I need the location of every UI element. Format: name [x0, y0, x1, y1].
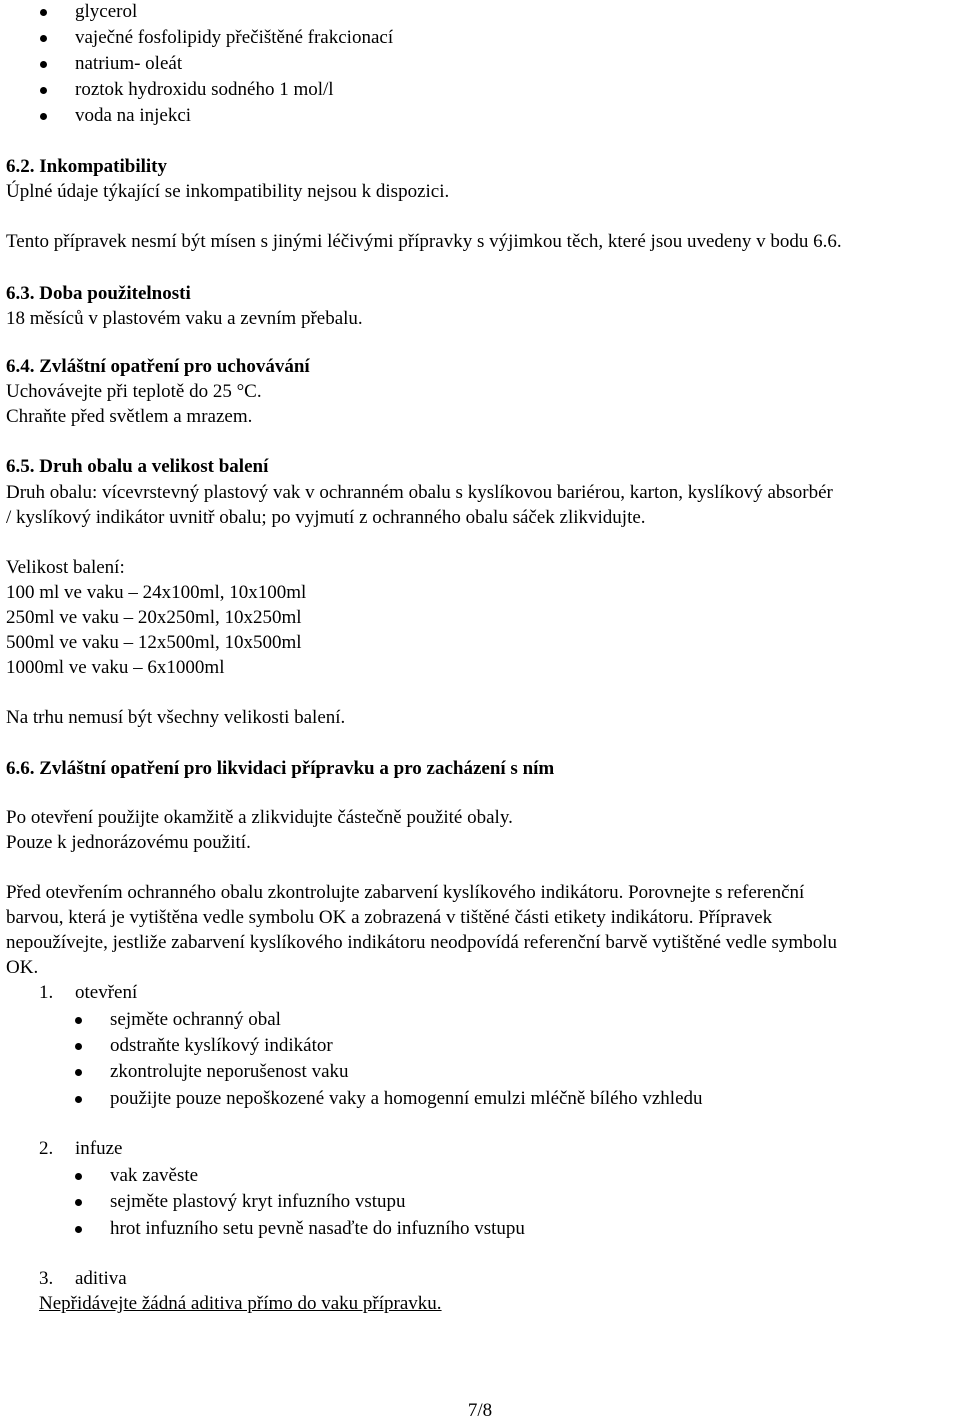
pack-size-label: Velikost balení:: [6, 557, 125, 578]
bullet-icon: [40, 87, 47, 94]
paragraph-line: 18 měsíců v plastovém vaku a zevním přebalu.: [6, 308, 363, 329]
bullet-icon: [75, 1173, 82, 1180]
bullet-icon: [40, 35, 47, 42]
list-item: natrium- oleát: [75, 53, 183, 74]
list-item: odstraňte kyslíkový indikátor: [110, 1035, 333, 1056]
list-item: zkontrolujte neporušenost vaku: [110, 1061, 349, 1082]
list-item: sejměte ochranný obal: [110, 1009, 281, 1030]
list-item: vaječné fosfolipidy přečištěné frakcionací: [75, 27, 394, 48]
paragraph-line: Tento přípravek nesmí být mísen s jinými léčivými přípravky s výjimkou těch, které jsou uvedeny v bodu 6.6.: [6, 231, 842, 252]
paragraph-line: OK.: [6, 957, 39, 978]
paragraph-line: Druh obalu: vícevrstevný plastový vak v ochranném obalu s kyslíkovou bariérou, karton, kyslíkový absorbér: [6, 482, 833, 503]
step-number: 3.: [39, 1268, 54, 1289]
list-item: vak zavěste: [110, 1165, 199, 1186]
section-heading: 6.2. Inkompatibility: [6, 156, 168, 177]
list-item: glycerol: [75, 1, 138, 22]
bullet-icon: [40, 9, 47, 16]
list-item: hrot infuzního setu pevně nasaďte do infuzního vstupu: [110, 1218, 525, 1239]
list-item: použijte pouze nepoškozené vaky a homogenní emulzi mléčně bílého vzhledu: [110, 1088, 703, 1109]
step-number: 1.: [39, 982, 54, 1003]
paragraph-line: Úplné údaje týkající se inkompatibility nejsou k dispozici.: [6, 181, 450, 202]
section-heading: 6.5. Druh obalu a velikost balení: [6, 456, 269, 477]
pack-size-item: 100 ml ve vaku – 24x100ml, 10x100ml: [6, 582, 307, 603]
final-note: Nepřidávejte žádná aditiva přímo do vaku přípravku.: [39, 1293, 442, 1314]
paragraph-line: barvou, která je vytištěna vedle symbolu OK a zobrazená v tištěné části etikety indikátoru. Přípravek: [6, 907, 773, 928]
paragraph-line: Po otevření použijte okamžitě a zlikvidujte částečně použité obaly.: [6, 807, 513, 828]
section-heading: 6.3. Doba použitelnosti: [6, 283, 191, 304]
list-item: voda na injekci: [75, 105, 192, 126]
paragraph-line: / kyslíkový indikátor uvnitř obalu; po vyjmutí z ochranného obalu sáček zlikvidujte.: [6, 507, 646, 528]
bullet-icon: [40, 61, 47, 68]
page-number: 7/8: [467, 1400, 493, 1421]
bullet-icon: [75, 1199, 82, 1206]
bullet-icon: [40, 113, 47, 120]
paragraph-line: Pouze k jednorázovému použití.: [6, 832, 251, 853]
bullet-icon: [75, 1069, 82, 1076]
list-item: sejměte plastový kryt infuzního vstupu: [110, 1191, 406, 1212]
pack-size-item: 1000ml ve vaku – 6x1000ml: [6, 657, 225, 678]
paragraph-line: nepoužívejte, jestliže zabarvení kyslíkového indikátoru neodpovídá referenční barvě vytištěné vedle symbolu: [6, 932, 837, 953]
bullet-icon: [75, 1017, 82, 1024]
paragraph-line: Před otevřením ochranného obalu zkontrolujte zabarvení kyslíkového indikátoru. Porovnejte s referenční: [6, 882, 805, 903]
step-label: otevření: [75, 982, 138, 1003]
paragraph-line: Uchovávejte při teplotě do 25 °C.: [6, 381, 262, 402]
bullet-icon: [75, 1043, 82, 1050]
paragraph-line: Chraňte před světlem a mrazem.: [6, 406, 253, 427]
paragraph-line: Na trhu nemusí být všechny velikosti balení.: [6, 707, 346, 728]
section-heading: 6.6. Zvláštní opatření pro likvidaci přípravku a pro zacházení s ním: [6, 758, 555, 779]
step-label: infuze: [75, 1138, 123, 1159]
step-label: aditiva: [75, 1268, 127, 1289]
pack-size-item: 250ml ve vaku – 20x250ml, 10x250ml: [6, 607, 302, 628]
bullet-icon: [75, 1096, 82, 1103]
bullet-icon: [75, 1226, 82, 1233]
section-heading: 6.4. Zvláštní opatření pro uchovávání: [6, 356, 310, 377]
step-number: 2.: [39, 1138, 54, 1159]
pack-size-item: 500ml ve vaku – 12x500ml, 10x500ml: [6, 632, 302, 653]
list-item: roztok hydroxidu sodného 1 mol/l: [75, 79, 334, 100]
